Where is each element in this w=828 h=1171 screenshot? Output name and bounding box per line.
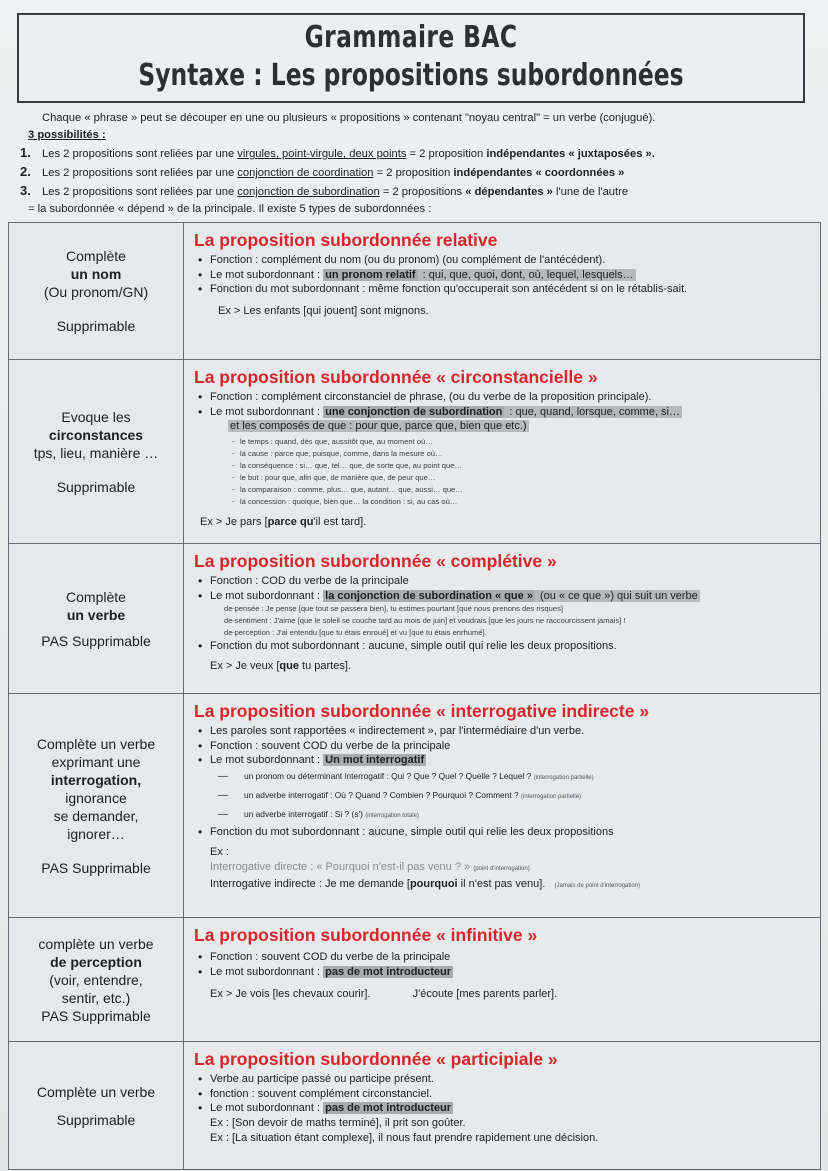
intro-line0: Chaque « phrase » peut se découper en une ou plusieurs « propositions » contenant "noyau central" = un verbe (conjugué). <box>42 112 656 124</box>
row-infinitive-content: La proposition subordonnée « infinitive » • Fonction : souvent COD du verbe de la principale • Le mot subordonnant : pas de mot introducteur Ex > Je vois [les chevaux courir]. J'écoute [mes parents parler]. <box>184 918 820 1041</box>
row-circ-left: Evoque les circonstances tps, lieu, manière … Supprimable <box>9 360 184 543</box>
title-line1: Grammaire BAC <box>304 20 518 55</box>
row-infinitive-left: complète un verbe de perception (voir, entendre, sentir, etc.) PAS Supprimable <box>9 918 184 1041</box>
example-completive: Ex > Je veux [que tu partes]. <box>210 659 351 672</box>
row-completive <box>9 544 820 694</box>
intro-continuation: = la subordonnée « dépend » de la principale. Il existe 5 types de subordonnées : <box>28 203 432 215</box>
row-participiale-left: Complète un verbe Supprimable <box>9 1042 184 1169</box>
row-interrogative <box>9 694 820 918</box>
example-relative: Ex > Les enfants [qui jouent] sont mignons. <box>218 304 429 317</box>
row-participiale-content: La proposition subordonnée « participiale » • Verbe au participe passé ou participe présent. • fonction : souvent complément circonstanciel. • Le mot subordonnant : pas de mot introducteur Ex : [Son devoir de maths terminé], il prit son goûter. Ex : [La situation étant complexe], il nous faut prendre rapidement une décision. <box>184 1042 820 1169</box>
row-interrogative-left: Complète un verbe exprimant une interrogation, ignorance se demander, ignorer… PAS Supprimable <box>9 694 184 917</box>
intro-item-1: 1. Les 2 propositions sont reliées par une virgules, point-virgule, deux points = 2 proposition indépendantes « juxtaposées ». <box>20 145 655 160</box>
heading-infinitive: La proposition subordonnée « infinitive » <box>194 925 538 945</box>
heading-relative: La proposition subordonnée relative <box>194 230 498 250</box>
intro-item-3: 3. Les 2 propositions sont reliées par une conjonction de subordination = 2 propositions « dépendantes » l'une de l'autre <box>20 183 629 198</box>
example-circonstancielle: Ex > Je pars [parce qu'il est tard]. <box>200 515 367 528</box>
example-participiale: Ex : [Son devoir de maths terminé], il prit son goûter. Ex : [La situation étant complexe], il nous faut prendre rapidement une décision. <box>210 1116 599 1144</box>
example-infinitive: Ex > Je vois [les chevaux courir]. J'écoute [mes parents parler]. <box>210 988 558 1000</box>
heading-circonstancielle: La proposition subordonnée « circonstancielle » <box>194 367 598 387</box>
heading-interrogative: La proposition subordonnée « interrogative indirecte » <box>194 701 650 721</box>
subordinate-table <box>8 222 821 1170</box>
row-relative-content: La proposition subordonnée relative • Fonction : complément du nom (ou du pronom) (ou complément de l'antécédent). • Le mot subordonnant : un pronom relatif : qui, que, quoi, dont, où, lequel, lesquels… • Fonction du mot subordonnant : même fonction qu'occuperait son antécédent si on le rétablis-sait. Ex > Les enfants [qui jouent] sont mignons. <box>184 223 820 359</box>
row-participiale <box>9 1042 820 1169</box>
example-interrogative: Ex : Interrogative directe : « Pourquoi n'est-il pas venu ? » (point d'interrogation) Interrogative indirecte : Je me demande [pourquoi il n'est pas venu]. (Jamais de point d'interrogation) <box>210 846 641 890</box>
row-interrogative-content: La proposition subordonnée « interrogative indirecte » • Les paroles sont rapportées « indirectement », par l'intermédiaire d'un verbe. • Fonction : souvent COD du verbe de la principale • Le mot subordonnant : Un mot interrogatif — un pronom ou déterminant interrogatif : Qui ? Que ? Quel ? Quelle ? Lequel ? (interrogation partielle) — un adverbe interrogatif : Où ? Quand ? Combien ? Pourquoi ? Comment ? (interrogation partielle) — un adverbe interrogatif : Si ? (s') (interrogation totale) • Fonction du mot subordonnant : aucune, simple outil qui relie les deux propositions Ex : Interrogative directe : « Pourquoi n'est-il pas venu ? » (point d'interrogation) Interrogative indirecte : Je me demande [pourquoi il n'est pas venu]. (Jamais de point d'interrogation) <box>184 694 820 917</box>
row-circonstancielle <box>9 360 820 544</box>
row-circ-content: La proposition subordonnée « circonstancielle » • Fonction : complément circonstanciel de phrase, (ou du verbe de la proposition principale). • Le mot subordonnant : une conjonction de subordination : que, quand, lorsque, comme, si… et les composés de que : pour que, parce que, bien que etc.) - le temps : quand, dès que, aussitôt que, au moment où… - la cause : parce que, puisque, comme, dans la mesure où… - la conséquence : si… que, tel… que, de sorte que, au point que… - le but : pour que, afin que, de manière que, de peur que… - la comparaison : comme, plus… que, autant… que, aussi… que… - la concession : quoique, bien que… la condition : si, au cas où… Ex > Je pars [parce qu'il est tard]. <box>184 360 820 543</box>
title-box <box>17 13 805 103</box>
intro <box>20 110 820 218</box>
intro-item-2: 2. Les 2 propositions sont reliées par une conjonction de coordination = 2 proposition indépendantes « coordonnées » <box>20 164 625 179</box>
row-relative <box>9 223 820 360</box>
row-infinitive <box>9 918 820 1042</box>
row-completive-left: Complète un verbe PAS Supprimable <box>9 544 184 693</box>
heading-participiale: La proposition subordonnée « participiale » <box>194 1049 558 1069</box>
row-relative-left: Complète un nom (Ou pronom/GN) Supprimable <box>9 223 184 359</box>
intro-possibilites: 3 possibilités : <box>28 129 106 141</box>
heading-completive: La proposition subordonnée « complétive » <box>194 551 557 571</box>
title-line2: Syntaxe : Les propositions subordonnées <box>138 58 684 93</box>
row-completive-content: La proposition subordonnée « complétive » • Fonction : COD du verbe de la principale • Le mot subordonnant : la conjonction de subordination « que » (ou « ce que ») qui suit un verbe - de pensée : Je pense [que tout se passera bien], tu estimes pourtant [que nous prenons des risques] - de sentiment : J'aime [que le soleil se couche tard au mois de juin] et voudrais [que les jours ne raccourcissent jamais] ! - de perception : J'ai entendu [que tu étais enroué] et vu [que tu étais enrhumé]. • Fonction du mot subordonnant : aucune, simple outil qui relie les deux propositions. Ex > Je veux [que tu partes]. <box>184 544 820 693</box>
